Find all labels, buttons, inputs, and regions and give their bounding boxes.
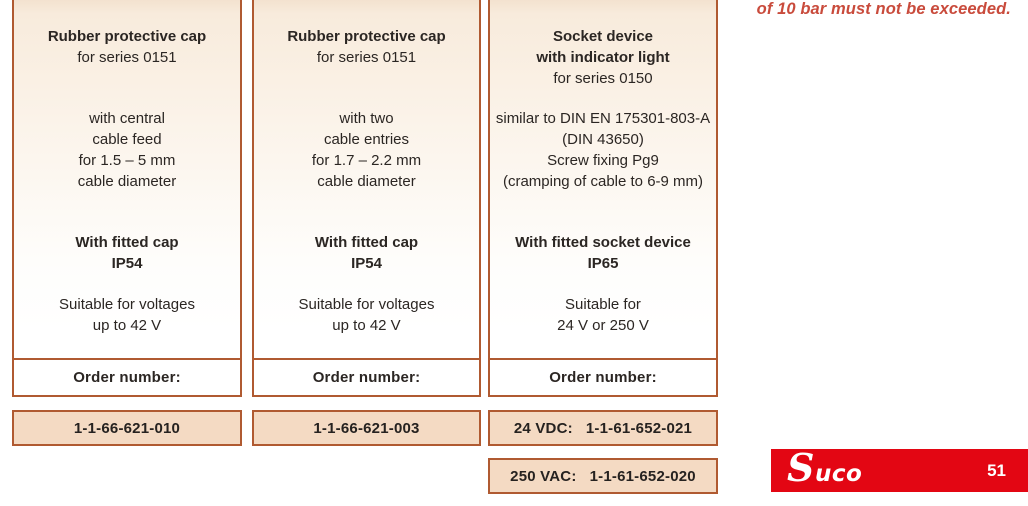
fitted-line: With fitted socket device — [515, 234, 691, 251]
page-number: 51 — [987, 460, 1006, 480]
order-number-box-250vac: 250 VAC: 1-1-61-652-020 — [488, 458, 718, 494]
description-line: (DIN 43650) — [562, 131, 644, 148]
card-body — [490, 0, 716, 358]
suco-logo: Suco — [787, 444, 863, 490]
card-title-block — [254, 26, 479, 92]
card-series: for series 0151 — [77, 49, 177, 66]
card-title-block — [14, 26, 240, 92]
fitted-spec — [14, 232, 240, 274]
voltage-spec — [14, 294, 240, 336]
description-line: with central — [89, 110, 165, 127]
card-description — [14, 108, 240, 192]
description-line: similar to DIN EN 175301-803-A — [495, 110, 711, 127]
fitted-spec — [254, 232, 479, 274]
voltage-spec — [490, 294, 716, 336]
card-title: Rubber protective cap — [47, 28, 207, 45]
pressure-warning-note: of 10 bar must not be exceeded. — [756, 0, 1011, 18]
description-line: cable entries — [323, 131, 410, 148]
order-number-box-24vdc: 24 VDC: 1-1-61-652-021 — [488, 410, 718, 446]
voltage-line: up to 42 V — [92, 317, 162, 334]
voltage-line: 24 V or 250 V — [557, 317, 649, 334]
description-line: cable diameter — [317, 173, 416, 190]
voltage-line: Suitable for — [565, 296, 641, 313]
card-body — [14, 0, 240, 358]
description-line: for 1.5 – 5 mm — [78, 152, 176, 169]
description-line: Screw fixing Pg9 — [547, 152, 659, 169]
order-number-label: Order number: — [490, 358, 716, 395]
voltage-line: up to 42 V — [332, 317, 401, 334]
fitted-spec — [490, 232, 716, 274]
order-number-label: Order number: — [14, 358, 240, 395]
description-line: cable feed — [92, 131, 162, 148]
description-line: (cramping of cable to 6-9 mm) — [502, 173, 704, 190]
card-series: for series 0150 — [553, 70, 653, 87]
voltage-line: Suitable for voltages — [59, 296, 195, 313]
card-title: Socket device — [552, 28, 654, 45]
card-title: Rubber protective cap — [287, 28, 446, 45]
description-line: for 1.7 – 2.2 mm — [311, 152, 422, 169]
order-number-box: 1-1-66-621-003 — [252, 410, 481, 446]
description-line: cable diameter — [77, 173, 177, 190]
card-description — [490, 108, 716, 192]
footer-banner — [771, 444, 1028, 492]
fitted-line: With fitted cap — [314, 234, 419, 251]
ip-rating: IP65 — [587, 255, 619, 272]
card-body — [254, 0, 479, 358]
order-number-label: Order number: — [254, 358, 479, 395]
card-title-line2: with indicator light — [536, 49, 670, 66]
product-card-rubber-cap-two-entries — [252, 0, 481, 397]
card-series: for series 0151 — [316, 49, 417, 66]
product-card-socket-device — [488, 0, 718, 397]
ip-rating: IP54 — [351, 255, 382, 272]
card-title-block — [490, 26, 716, 92]
order-number-box: 1-1-66-621-010 — [12, 410, 242, 446]
ip-rating: IP54 — [111, 255, 143, 272]
voltage-line: Suitable for voltages — [298, 296, 435, 313]
fitted-line: With fitted cap — [75, 234, 179, 251]
product-card-rubber-cap-central — [12, 0, 242, 397]
card-description — [254, 108, 479, 192]
description-line: with two — [339, 110, 394, 127]
voltage-spec — [254, 294, 479, 336]
